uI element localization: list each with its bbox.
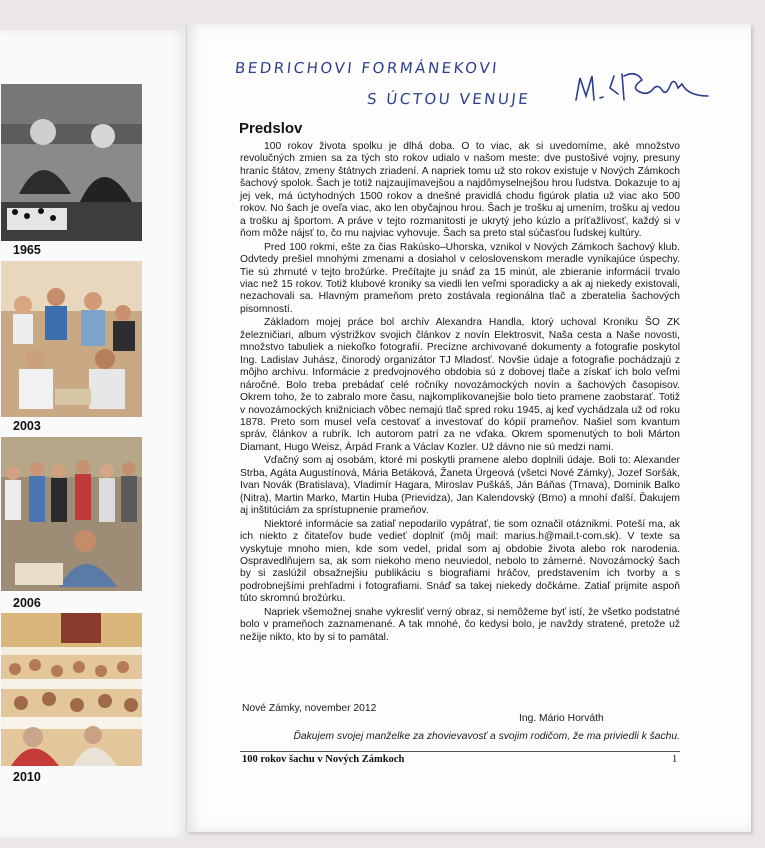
- photo-2010: [1, 613, 142, 766]
- left-page: [0, 30, 186, 838]
- photo-2006: [1, 437, 142, 591]
- dedication-line-2: S ÚCTOU VENUJE: [366, 90, 532, 108]
- paragraph-5: Niektoré informácie sa zatiaľ nepodarilo vypátrať, tie som označil otáznikmi. Poteší ma, ak ich niekto z čitateľov bude vedieť doplniť (môj mail: marius.h@mail.t-com.sk). V texte sa vyskytuje mnoho mien, kde som vedel, pridal som aj obdobie života alebo rok narodenia. Ospravedlňujem sa, ak som niekoho meno neuviedol, nebolo to zámerné. Novozámocký šach by si zaslúžil obsažnejšiu publikáciu s biografiami hráčov, predstavením ich tvorby a s podrobnejšími prehľadmi i fotografiami. Snáď sa takej niekedy dočkáme. Zatiaľ prijmite aspoň túto skromnú brožúrku.: [240, 518, 680, 605]
- handwritten-signature: [570, 66, 710, 110]
- dedication-line-1: BEDRICHOVI FORMÁNEKOVI: [234, 59, 500, 77]
- acknowledgement: Ďakujem svojej manželke za zhovievavosť a svojim rodičom, že ma priviedli k šachu.: [293, 731, 680, 742]
- footer-divider: [240, 751, 680, 752]
- paragraph-2: Pred 100 rokmi, ešte za čias Rakúsko–Uhorska, vznikol v Nových Zámkoch šachový klub. Odvtedy prešiel mnohými zmenami a dosiahol v celoslovenskom meradle vynikajúce úspechy. Tie sú zhrnuté v tejto brožúrke. Prečítajte ju snáď za 15 minút, ale zbieranie informácií trvalo viac než 15 rokov. Totiž klubové kroniky sa viedli len veľmi sporadicky a ak aj niekedy existovali, nezachovali sa. Hlavným prameňom preto zostávala regionálna tlač a zberatelia šachových pisomností.: [240, 241, 680, 315]
- photo-caption-2003: 2003: [13, 419, 41, 433]
- paragraph-3: Základom mojej práce bol archív Alexandra Handla, ktorý uchoval Kroniku ŠO ZK železničiari, album výstrižkov svojich článkov z novín Elektrosvit, Naša cesta a Naše novosti, množstvo tabuliek a niekoľko fotografií. Precízne archivované dokumenty a fotografie poskytol Ing. Ladislav Juhász, činorodý organizátor TJ Mladosť. Novšie údaje a fotografie pochádzajú z môjho archívu. Informácie z predvojnového obdobia sú z dobovej tlače a získať ich bolo veľmi náročné. Bolo treba prebádať celé ročníky novozámockých novín a šachových časopisov. Okrem toho, že to zabralo more času, najkomplikovanejšie bolo tieto pramene zaobstarať. Totiž v novozámockých knižniciach vôbec nemajú tlač spred roku 1945, aj keď vychádzala už od roku 1878. Preto som musel veľa cestovať a investovať do kópií prameňov. Našiel som kvantum správ, článkov a rubrík. Ich autorom patrí za ne vďaka. Okrem spomenutých to boli Márton Diamant, Hugo Weisz, Árpád Frank a Václav Kozler. Už dávno nie sú medzi nami.: [240, 317, 680, 453]
- photo-1965: [1, 84, 142, 241]
- paragraph-4: Vďačný som aj osobám, ktoré mi poskytli pramene alebo doplnili údaje. Boli to: Alexander Strba, Agáta Augustínová, Mária Betáková, Žaneta Ürgeová (všetci Nové Zámky), Jozef Soršák, Ivan Novák (Bratislava), Vladimír Hagara, Miroslav Puškáš, Ján Báňas (Trnava), Dominik Balko (Nitra), Martin Marko, Martin Huba (Prievidza), Jan Kalendovský (Brno) a mnohí ďalší. Ďakujem aj inštitúciám za sprístupnenie prameňov.: [240, 455, 680, 517]
- preface-body: [240, 141, 680, 644]
- photo-caption-2010: 2010: [13, 770, 41, 784]
- photo-caption-2006: 2006: [13, 596, 41, 610]
- author-name: Ing. Mário Horváth: [519, 713, 604, 724]
- place-date: Nové Zámky, november 2012: [242, 703, 377, 714]
- footer-title: 100 rokov šachu v Nových Zámkoch: [242, 754, 405, 765]
- page-title: Predslov: [239, 120, 303, 137]
- paragraph-6: Napriek všemožnej snahe vykresliť verný obraz, si nemôžeme byť istí, že všetko podstatné bolo v prameňoch zaznamenané. A tak mnohé, čo kedysi bolo, je navždy stratené, pretože už nežije nikto, kto by si to pamätal.: [240, 606, 680, 643]
- page-number: 1: [672, 754, 678, 765]
- paragraph-1: 100 rokov života spolku je dlhá doba. O to viac, ak si uvedomíme, aké množstvo revolučných zmien sa za tých sto rokov udialo v našom meste: dve pustošivé vojny, presuny hraníc štátov, zmeny štátnych zriadení. A napriek tomu už sto rokov existuje v Nových Zámkoch šachový spolok. Šach je totiž najzaujímavejšou a najdômyselnejšou hrou ľudstva. Dokazuje to aj jej vek, má úctyhodných 1500 rokov a dnešné pravidlá chodu figúrok platia už viac ako 500 rokov. No šach je oveľa viac, ako len obyčajnou hrou. Šach je trošku aj umením, trošku aj vedou a trošku aj športom. A práve v tejto rozmanitosti je ukrytý jeho kúzlo a príťažlivosť, každý si v ňom môže nájsť to, čo mu najviac vyhovuje. Šach sa preto stal súčasťou ľudskej kultúry.: [240, 141, 680, 240]
- photo-2003: [1, 261, 142, 417]
- photo-caption-1965: 1965: [13, 243, 41, 257]
